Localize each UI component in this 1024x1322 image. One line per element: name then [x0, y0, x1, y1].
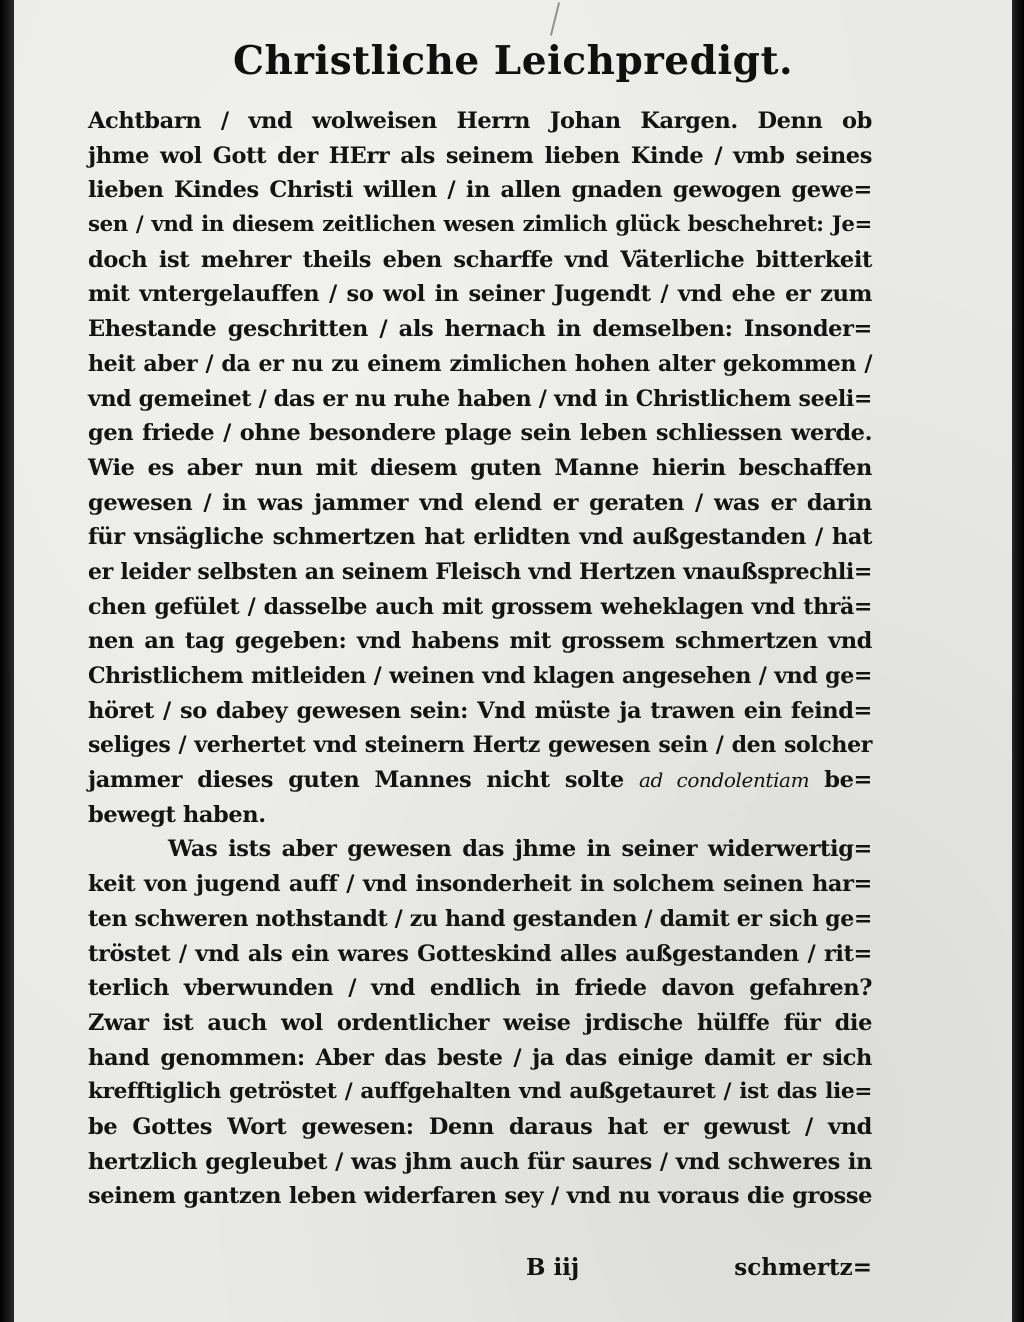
text-line-24: ten schweren nothstandt / zu hand gestanden / damit er sich ge= — [88, 905, 872, 932]
text-line-9: vnd gemeinet / das er nu ruhe haben / vnd in Christlichem seeli= — [88, 385, 872, 412]
text-line-11: Wie es aber nun mit diesem guten Manne hierin beschaffen — [88, 454, 872, 481]
scan-border-left — [0, 0, 14, 1322]
text-line-20-main: jammer dieses guten Mannes nicht solte — [88, 767, 624, 794]
scan-border-right — [1012, 0, 1024, 1322]
text-line-12: gewesen / in was jammer vnd elend er geraten / was er darin — [88, 489, 872, 516]
text-line-20 — [88, 763, 872, 798]
text-line-30: be Gottes Wort gewesen: Denn daraus hat er gewust / vnd — [88, 1113, 872, 1140]
text-line-8: heit aber / da er nu zu einem zimlichen hohen alter gekommen / — [88, 350, 872, 377]
catchword: schmertz= — [734, 1254, 872, 1281]
text-line-21: bewegt haben. — [88, 801, 266, 828]
pen-mark — [550, 2, 560, 35]
book-page — [14, 0, 1012, 1322]
text-line-22: Was ists aber gewesen das jhme in seiner widerwertig= — [168, 836, 872, 863]
page-footer — [88, 1252, 872, 1292]
text-line-15: chen gefület / dasselbe auch mit grossem weheklagen vnd thrä= — [88, 593, 872, 620]
latin-phrase: ad condolentiam — [638, 768, 810, 793]
text-line-5: doch ist mehrer theils eben scharffe vnd Väterliche bitterkeit — [88, 246, 872, 273]
text-line-17: Christlichem mitleiden / weinen vnd klagen angesehen / vnd ge= — [88, 663, 872, 689]
text-line-2: jhme wol Gott der HErr als seinem lieben Kinde / vmb seines — [88, 142, 872, 169]
text-line-27: Zwar ist auch wol ordentlicher weise jrdische hülffe für die — [88, 1009, 872, 1036]
text-line-19: seliges / verhertet vnd steinern Hertz gewesen sein / den solcher — [88, 732, 872, 759]
running-head: Christliche Leichpredigt. — [232, 38, 794, 84]
text-line-28: hand genommen: Aber das beste / ja das einige damit er sich — [88, 1044, 872, 1071]
text-line-3: lieben Kindes Christi willen / in allen gnaden gewogen gewe= — [88, 177, 872, 204]
text-line-6: mit vntergelauffen / so wol in seiner Jugendt / vnd ehe er zum — [88, 281, 872, 308]
text-line-32: seinem gantzen leben widerfaren sey / vnd nu voraus die grosse — [88, 1183, 872, 1210]
text-block — [88, 104, 872, 1214]
text-line-14: er leider selbsten an seinem Fleisch vnd Hertzen vnaußsprechli= — [88, 558, 872, 585]
text-line-26: terlich vberwunden / vnd endlich in friede davon gefahren? — [88, 975, 872, 1002]
text-line-25: tröstet / vnd als ein wares Gotteskind alles außgestanden / rit= — [88, 940, 872, 967]
text-line-16: nen an tag gegeben: vnd habens mit grossem schmertzen vnd — [88, 628, 872, 655]
text-line-31: hertzlich gegleubet / was jhm auch für saures / vnd schweres in — [88, 1148, 872, 1175]
text-line-20-tail: be= — [824, 767, 872, 794]
text-line-4: sen / vnd in diesem zeitlichen wesen zimlich glück beschehret: Je= — [88, 212, 872, 238]
text-line-1: Achtbarn / vnd wolweisen Herrn Johan Kargen. Denn ob — [88, 108, 872, 134]
text-line-18: höret / so dabey gewesen sein: Vnd müste ja trawen ein feind= — [88, 697, 872, 724]
text-line-23: keit von jugend auff / vnd insonderheit in solchem seinen har= — [88, 871, 872, 898]
text-line-29: krefftiglich getröstet / auffgehalten vnd außgetauret / ist das lie= — [88, 1079, 872, 1105]
text-line-7: Ehestande geschritten / als hernach in demselben: Insonder= — [88, 316, 872, 343]
signature-mark: B iij — [526, 1254, 580, 1281]
text-line-10: gen friede / ohne besondere plage sein leben schliessen werde. — [88, 420, 872, 447]
text-line-13: für vnsägliche schmertzen hat erlidten vnd außgestanden / hat — [88, 524, 872, 551]
